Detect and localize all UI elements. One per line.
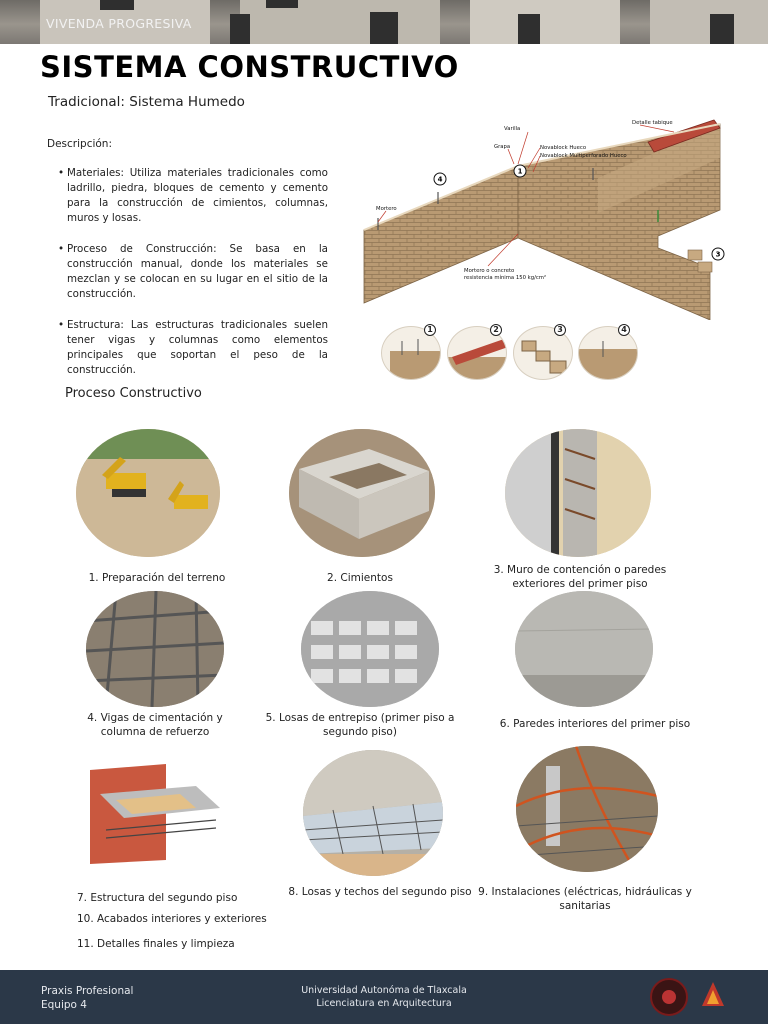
- step-9-caption: 9. Instalaciones (eléctricas, hidráulicas y sanitarias: [478, 886, 692, 912]
- step-1-caption: 1. Preparación del terreno: [88, 572, 226, 584]
- step-3-photo: [505, 429, 651, 557]
- step-6-photo: [515, 591, 653, 707]
- label-grapa: Grapa: [494, 144, 511, 150]
- page-title: SISTEMA CONSTRUCTIVO: [40, 50, 459, 84]
- step-9-photo: [516, 746, 658, 872]
- header-banner: [0, 0, 768, 44]
- faculty-logo-icon: [700, 980, 726, 1008]
- footer-team: Equipo 4: [41, 999, 87, 1011]
- step-8-photo: [303, 750, 443, 876]
- step-5-caption: 5. Losas de entrepiso (primer piso a segundo piso): [265, 712, 455, 738]
- thumb-number-2: 2: [490, 324, 502, 336]
- thumb-number-3: 3: [554, 324, 566, 336]
- step-2-photo: [289, 429, 435, 557]
- diagram-callout-3: 3: [715, 250, 721, 259]
- step-6-caption: 6. Paredes interiores del primer piso: [499, 718, 691, 730]
- label-resistencia: resistencia mínima 150 kg/cm²: [464, 275, 547, 281]
- process-heading: Proceso Constructivo: [65, 386, 202, 401]
- label-varilla: Varilla: [504, 126, 521, 132]
- step-3-caption: 3. Muro de contención o paredes exteriores del primer piso: [493, 564, 667, 590]
- step-5-photo: [301, 591, 439, 707]
- label-novablock-hueco: Novablock Hueco: [540, 145, 587, 151]
- banner-label: VIVENDA PROGRESIVA: [46, 16, 192, 31]
- page-subtitle: Tradicional: Sistema Humedo: [48, 94, 245, 110]
- footer-course: Praxis Profesional: [41, 985, 134, 997]
- brick-wall-diagram: [358, 118, 726, 320]
- step-1-photo: [76, 429, 220, 557]
- thumb-number-4: 4: [618, 324, 630, 336]
- step-7-photo: [76, 760, 224, 870]
- description-item: • Proceso de Construcción: Se basa en la construcción manual, donde los materiales se mezclan y se colocan en su lugar en el sitio de la construcción.: [58, 242, 328, 302]
- description-item: • Estructura: Las estructuras tradicionales suelen tener vigas y columnas como elementos principales que soportan el peso de la construcción.: [58, 318, 328, 378]
- description-list: [58, 166, 328, 394]
- step-4-photo: [86, 591, 224, 707]
- step-2-caption: 2. Cimientos: [327, 572, 393, 584]
- step-10-caption: 10. Acabados interiores y exteriores: [77, 913, 267, 925]
- label-mortero: Mortero: [376, 206, 397, 212]
- step-11-caption: 11. Detalles finales y limpieza: [77, 938, 235, 950]
- description-item: • Materiales: Utiliza materiales tradicionales como ladrillo, piedra, bloques de cemento y cemento para la construcción de cimientos, columnas, muros y losas.: [58, 166, 328, 226]
- label-novablock-multi: Novablock Multiperforado Hueco: [540, 153, 627, 159]
- university-seal-icon: [650, 978, 688, 1016]
- step-8-caption: 8. Losas y techos del segundo piso: [288, 886, 472, 898]
- step-7-caption: 7. Estructura del segundo piso: [77, 892, 238, 904]
- label-mortero-concreto: Mortero o concreto: [464, 268, 515, 274]
- label-detalle-tabique: Detalle tabique: [632, 120, 673, 126]
- thumb-number-1: 1: [424, 324, 436, 336]
- diagram-callout-4: 4: [437, 175, 443, 184]
- footer-degree: Licenciatura en Arquitectura: [316, 998, 452, 1009]
- step-4-caption: 4. Vigas de cimentación y columna de refuerzo: [87, 712, 223, 738]
- diagram-callout-1: 1: [517, 167, 523, 176]
- description-heading: Descripción:: [47, 138, 112, 150]
- detail-thumb-4: [578, 326, 638, 380]
- footer-university: Universidad Autonóma de Tlaxcala: [301, 985, 467, 996]
